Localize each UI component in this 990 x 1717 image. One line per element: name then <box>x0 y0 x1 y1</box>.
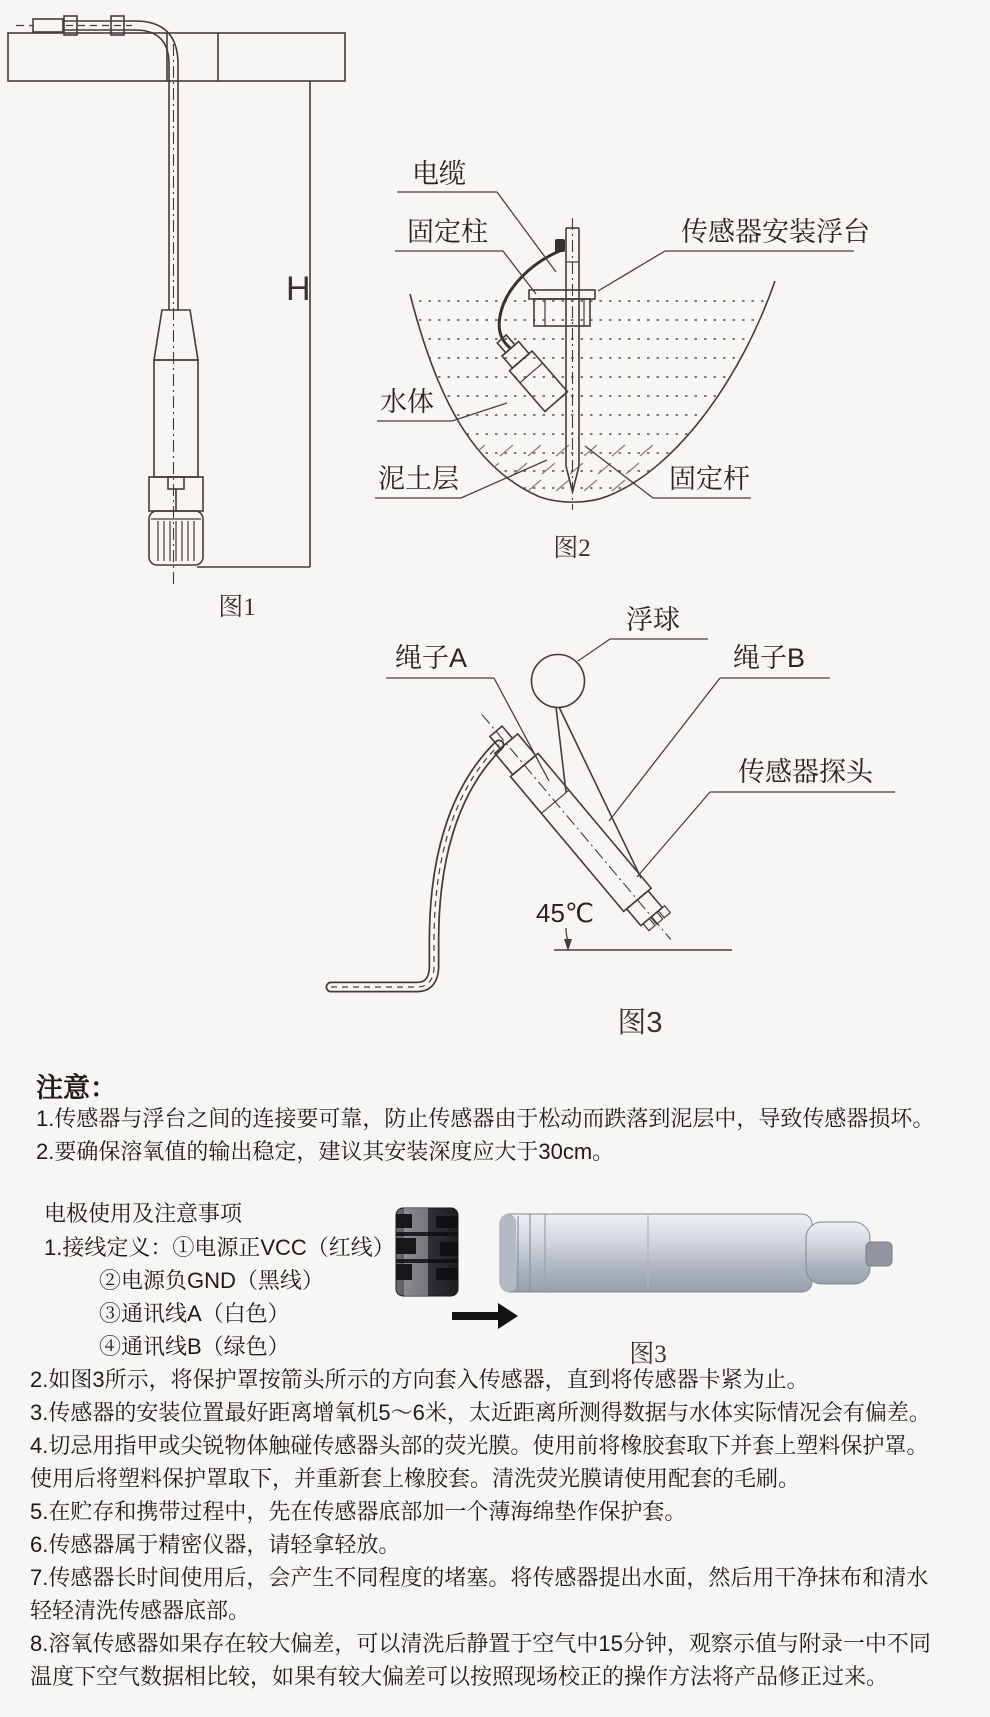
figure3-drawing <box>331 605 895 1039</box>
instruction-item: 4.切忌用指甲或尖锐物体触碰传感器头部的荧光膜。使用前将橡胶套取下并套上塑料保护罩。 <box>30 1433 929 1458</box>
figure2-drawing <box>375 159 870 562</box>
figure3-label-rope-a: 绳子A <box>395 643 468 673</box>
figure1-dimension-h: H <box>286 270 311 308</box>
instruction-item: 使用后将塑料保护罩取下，并重新套上橡胶套。清洗荧光膜请使用配套的毛刷。 <box>30 1466 801 1491</box>
insert-direction-arrow <box>452 1303 518 1329</box>
notice-heading: 注意： <box>36 1073 117 1103</box>
instruction-item: 温度下空气数据相比较，如果有较大偏差可以按照现场校正的操作方法将产品修正过来。 <box>30 1664 889 1689</box>
figure2-label-cable: 电缆 <box>412 159 466 189</box>
instruction-item: 轻轻清洗传感器底部。 <box>30 1598 251 1623</box>
figure3-label-float-ball: 浮球 <box>626 605 680 635</box>
wiring-definition-line: 1.接线定义：①电源正VCC（红线） <box>44 1235 395 1260</box>
figure1-drawing <box>8 16 345 621</box>
electrode-heading: 电极使用及注意事项 <box>44 1201 243 1226</box>
instruction-item: 6.传感器属于精密仪器，请轻拿轻放。 <box>30 1532 401 1557</box>
notice-item: 1.传感器与浮台之间的连接要可靠，防止传感器由于松动而跌落到泥层中，导致传感器损坏。 <box>36 1106 935 1131</box>
water-surface-dots <box>400 301 790 491</box>
figure3-caption: 图3 <box>617 1007 663 1039</box>
hook-cable <box>331 745 499 987</box>
sensor-photo-caption: 图3 <box>629 1341 667 1368</box>
figure2-sensor <box>490 329 567 411</box>
notice-item: 2.要确保溶氧值的输出稳定，建议其安装深度应大于30cm。 <box>36 1139 615 1164</box>
figure1-caption: 图1 <box>218 594 256 621</box>
wiring-definition-line: ②电源负GND（黑线） <box>99 1268 324 1293</box>
figure2-label-mud-layer: 泥土层 <box>378 464 459 494</box>
instruction-item: 7.传感器长时间使用后，会产生不同程度的堵塞。将传感器提出水面，然后用干净抹布和清水 <box>30 1565 929 1590</box>
wiring-definition-line: ④通讯线B（绿色） <box>99 1334 290 1359</box>
instruction-item: 8.溶氧传感器如果存在较大偏差，可以清洗后静置于空气中15分钟，观察示值与附录一中不同 <box>30 1631 931 1656</box>
figure3-label-sensor-probe: 传感器探头 <box>738 757 873 787</box>
figure2-label-fixing-rod: 固定杆 <box>669 464 750 494</box>
instruction-item: 5.在贮存和携带过程中，先在传感器底部加一个薄海绵垫作保护套。 <box>30 1499 687 1524</box>
figure3-angle-label: 45℃ <box>536 898 595 928</box>
instruction-item: 2.如图3所示，将保护罩按箭头所示的方向套入传感器，直到将传感器卡紧为止。 <box>30 1367 809 1392</box>
figure2-label-water-body: 水体 <box>380 387 434 417</box>
protective-cap <box>396 1208 458 1296</box>
figure2-label-fixing-post: 固定柱 <box>407 217 488 247</box>
mud-hatch <box>472 445 653 491</box>
instruction-item: 3.传感器的安装位置最好距离增氧机5～6米，太近距离所测得数据与水体实际情况会有偏差。 <box>30 1400 931 1425</box>
sensor-photo <box>396 1208 892 1368</box>
figure2-label-float-platform: 传感器安装浮台 <box>681 217 870 247</box>
probe-body <box>500 1214 892 1292</box>
wiring-definition-line: ③通讯线A（白色） <box>99 1301 290 1326</box>
figure3-label-rope-b: 绳子B <box>733 643 806 673</box>
figure2-caption: 图2 <box>553 535 591 562</box>
